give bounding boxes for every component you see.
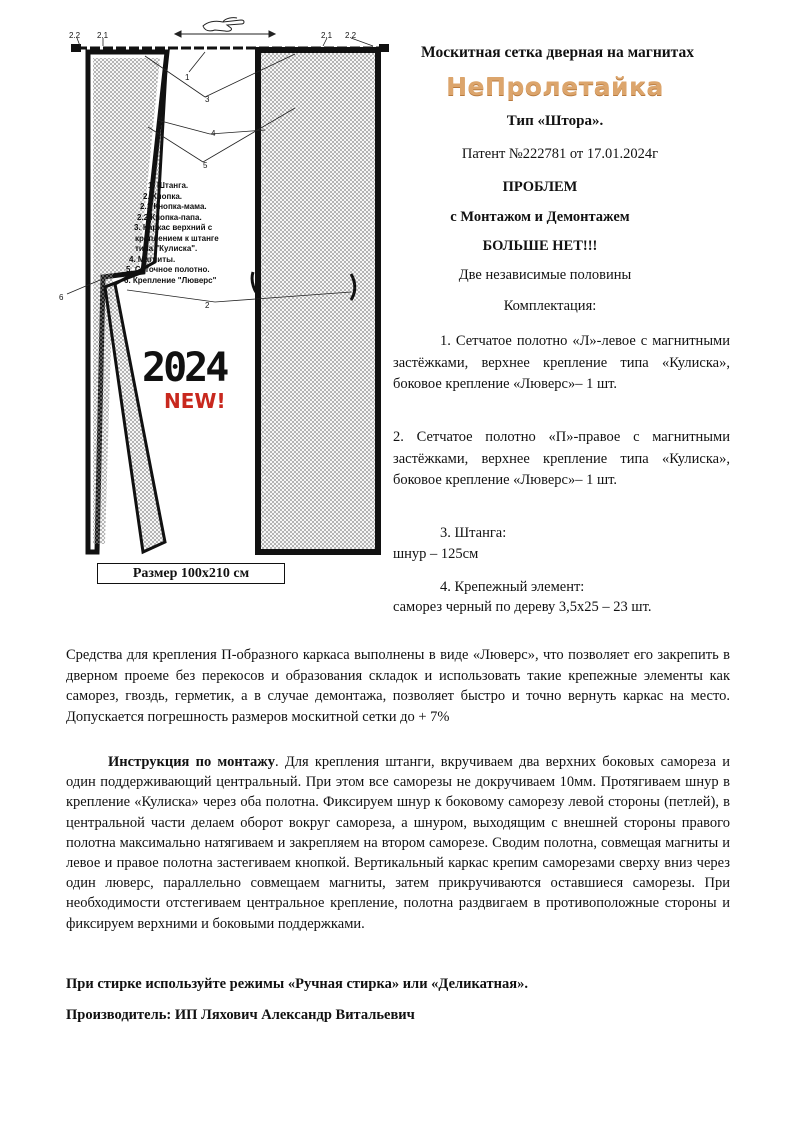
legend-item: 6. Крепление "Люверс": [124, 275, 217, 285]
callout-2: 2: [205, 301, 210, 310]
callout-5: 5: [203, 161, 208, 170]
slogan-line-1: ПРОБЛЕМ: [502, 179, 578, 195]
double-arrow-icon: [175, 31, 275, 37]
kit-item-2: 2. Сетчатое полотно «П»-правое с магнитными застёжками, верхнее крепление типа «Кулиска», боковое крепление «Люверс»– 1 шт.: [393, 429, 730, 488]
legend-item: 4. Магниты.: [129, 254, 176, 264]
mounting-instructions: [66, 752, 730, 934]
kit-item-4-detail: саморез черный по дереву 3,5х25 – 23 шт.: [393, 599, 652, 615]
size-label: Размер 100х210 см: [97, 563, 285, 584]
badge-new: NEW!: [164, 389, 226, 413]
product-title: Москитная сетка дверная на магнитах: [421, 44, 694, 61]
callout-2-1-left: 2.1: [97, 31, 109, 40]
callout-2-2-left: 2.2: [69, 31, 81, 40]
slogan-line-3: БОЛЬШЕ НЕТ!!!: [482, 238, 598, 254]
callout-1: 1: [185, 73, 190, 82]
callout-6: 6: [59, 293, 64, 302]
washing-note: При стирке используйте режимы «Ручная стирка» или «Деликатная».: [66, 976, 528, 992]
slogan-line-2: с Монтажом и Демонтажем: [450, 209, 630, 225]
callout-2-1-right: 2.1: [321, 31, 333, 40]
kit-item-1: 1. Сетчатое полотно «Л»-левое с магнитными застёжками, верхнее крепление типа «Кулиска», боковое крепление «Люверс»– 1 шт.: [393, 333, 730, 392]
legend-item: 5. Сеточное полотно.: [126, 265, 210, 274]
kit-item-3-detail: шнур – 125см: [393, 546, 479, 562]
patent-line: Патент №222781 от 17.01.2024г: [461, 146, 659, 162]
callout-2-2-right: 2.2: [345, 31, 357, 40]
legend-item: креплением к штанге: [135, 233, 219, 243]
callout-4: 4: [211, 129, 216, 138]
legend-item: 2.2 Кнопка-папа.: [137, 212, 202, 222]
instructions-label: Инструкция по монтажу: [108, 754, 276, 770]
kit-title: Комплектация:: [503, 298, 597, 314]
type-line: Тип «Штора».: [506, 113, 604, 129]
kit-item-3-title: 3. Штанга:: [440, 525, 507, 541]
left-panel: [88, 52, 167, 552]
legend-item: 1. Штанга.: [148, 181, 189, 190]
kit-item-4-title: 4. Крепежный элемент:: [440, 579, 585, 595]
new-2024-badge: [142, 346, 248, 416]
hand-icon: [203, 18, 244, 32]
legend-item: 3. Каркас верхний с: [134, 223, 213, 232]
mounting-description: Средства для крепления П-образного каркаса выполнены в виде «Люверс», что позволяет его закрепить в дверном проеме без перекосов и образования складок и использовать такие крепежные элементы как саморез, гвоздь, герметик, а в случае демонтажа, позволяет быстро и точно вернуть каркас на место. Допускается погрешность размеров москитной сетки до + 7%: [66, 647, 730, 725]
legend-item: 2. Кнопка.: [143, 191, 183, 201]
diagram-legend: [120, 181, 250, 286]
curtain-diagram: [55, 12, 395, 560]
brand-logo: НеПролетайка: [446, 72, 664, 101]
manufacturer: Производитель: ИП Ляхович Александр Витальевич: [66, 1007, 415, 1023]
legend-item: 2.1 Кнопка-мама.: [140, 202, 207, 211]
badge-year: 2024: [142, 345, 227, 391]
halves-line: Две независимые половины: [458, 267, 632, 283]
right-panel: [252, 50, 378, 552]
callout-3: 3: [205, 95, 210, 104]
instructions-text: . Для крепления штанги, вкручиваем два верхних боковых самореза и один поддерживающий центральный. При этом все саморезы не докручиваем 10мм. Протягиваем шнур в крепление «Кулиска» через оба полотна. Фиксируем шнур к боковому саморезу левой стороны (петлей), в центральной части делаем оборот вокруг самореза, а шнуром, выходящим с внешней стороны правого полотна максимально натягиваем и закрепляем на втором саморезе. Сводим полотна, совмещая магниты и левое и правое полотна застегиваем кнопкой. Вертикальный каркас крепим саморезами сверху вниз через один люверс, параллельно совмещаем магниты, затем прикручиваются оставшиеся саморезы. При необходимости отстегиваем центральное крепление, полотна раздвигаем в противоположные стороны и фиксируем верхними и боковыми поддержками.: [66, 754, 730, 932]
legend-item: типа "Кулиска".: [135, 244, 198, 253]
